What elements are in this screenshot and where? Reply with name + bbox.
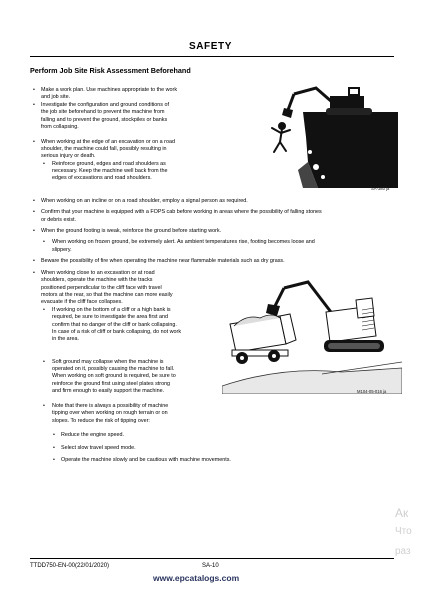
text-line: Reduce the engine speed.	[61, 432, 124, 438]
text-line: If working on the bottom of a cliff or a high bank is	[52, 307, 171, 313]
text-line: serious injury or death.	[41, 153, 96, 159]
bullet-6: •	[33, 228, 35, 234]
section-title: Perform Job Site Risk Assessment Beforehand	[30, 66, 191, 75]
text-line: in the area.	[52, 336, 79, 342]
text-line: and firm enough to easily support the machine.	[52, 388, 165, 394]
text-line: When the ground footing is weak, reinforce the ground before starting work.	[41, 228, 222, 234]
sub-sub-bullet-3: •	[53, 457, 55, 463]
text-line: Beware the possibility of fire when operating the machine near flammable materials such as dry grass.	[41, 258, 285, 264]
text-line: When working at the edge of an excavation or on a road	[41, 139, 175, 145]
bullet-1: •	[33, 87, 35, 93]
text-line: When working close to an excavation or at road	[41, 270, 155, 276]
text-line: reinforce the ground first using steel plates strong	[52, 381, 171, 387]
text-line: Select slow travel speed mode.	[61, 445, 136, 451]
text-line: When working on an incline or on a road shoulder, employ a signal person as required.	[41, 198, 248, 204]
sub-bullet-2: •	[43, 239, 45, 245]
figure-2-caption: M104-05-016 ja	[357, 389, 387, 394]
text-line: and job site.	[41, 94, 71, 100]
text-line: evacuate if the cliff face collapses.	[41, 299, 123, 305]
text-line: Make a work plan. Use machines appropriate to the work	[41, 87, 178, 93]
text-line: Reinforce ground, edges and road shoulders as	[52, 161, 166, 167]
bullet-5: •	[33, 209, 35, 215]
footer-doc-id: TTDD750-EN-00(22/01/2020)	[30, 563, 110, 569]
text-line: or debris exist.	[41, 217, 77, 223]
text-line: shoulders, operate the machine with the tracks	[41, 277, 153, 283]
text-line: operated on it, possibly causing the machine to fall.	[52, 366, 175, 372]
sub-bullet-1: •	[43, 161, 45, 167]
text-line: confirm that no danger of the cliff or bank collapsing.	[52, 322, 177, 328]
text-line: required, be sure to investigate the area first and	[52, 314, 168, 320]
footer-rule	[30, 558, 394, 559]
text-line: falling and to prevent the ground, stockpiles or banks	[41, 117, 168, 123]
text-line: the job site beforehand to prevent the machine from	[41, 109, 165, 115]
text-line: Investigate the configuration and ground conditions of	[41, 102, 169, 108]
sub-bullet-4: •	[43, 359, 45, 365]
sub-bullet-5: •	[43, 403, 45, 409]
text-line: tipping over when working on rough terrain or on	[52, 410, 168, 416]
bullet-7: •	[33, 258, 35, 264]
text-line: slopes. To reduce the risk of tipping over:	[52, 418, 150, 424]
watermark-line-2: Что	[395, 526, 412, 537]
sub-sub-bullet-2: •	[53, 445, 55, 451]
figure-1-caption: SA-380 ja	[371, 186, 390, 191]
text-line: shoulder, the machine could fall, possibly resulting in	[41, 146, 167, 152]
excavator-loading-truck-illustration	[222, 274, 402, 394]
text-line: Note that there is always a possibility of machine	[52, 403, 169, 409]
bullet-2: •	[33, 102, 35, 108]
text-line: When working on frozen ground, be extremely alert. As ambient temperatures rise, footing becomes loose and	[52, 239, 315, 245]
text-line: When working on soft ground is required, be sure to	[52, 373, 176, 379]
sub-sub-bullet-1: •	[53, 432, 55, 438]
excavator-falling-illustration	[248, 82, 398, 188]
text-line: edges of excavations and road shoulders.	[52, 175, 152, 181]
text-line: motors at the rear, so that the machine can more easily	[41, 292, 173, 298]
watermark-line-3: раз	[395, 546, 411, 557]
page-header-title: SAFETY	[188, 41, 233, 52]
bullet-4: •	[33, 198, 35, 204]
bullet-3: •	[33, 139, 35, 145]
sub-bullet-3: •	[43, 307, 45, 313]
site-url-link[interactable]: www.epcatalogs.com	[153, 573, 240, 583]
text-line: from collapsing.	[41, 124, 79, 130]
text-line: Soft ground may collapse when the machine is	[52, 359, 164, 365]
text-line: Operate the machine slowly and be cautious with machine movements.	[61, 457, 231, 463]
watermark-line-1: Ак	[395, 506, 409, 520]
text-line: slippery.	[52, 247, 72, 253]
text-line: Confirm that your machine is equipped with a FOPS cab before working in areas where the possibility of falling stones	[41, 209, 322, 215]
bullet-8: •	[33, 270, 35, 276]
text-line: In case of a risk of cliff or bank collapsing, do not work	[52, 329, 182, 335]
footer-page-number: SA-10	[202, 563, 219, 569]
header-rule	[30, 56, 394, 57]
text-line: positioned perpendicular to the cliff face with travel	[41, 285, 162, 291]
text-line: necessary. Keep the machine well back from the	[52, 168, 168, 174]
